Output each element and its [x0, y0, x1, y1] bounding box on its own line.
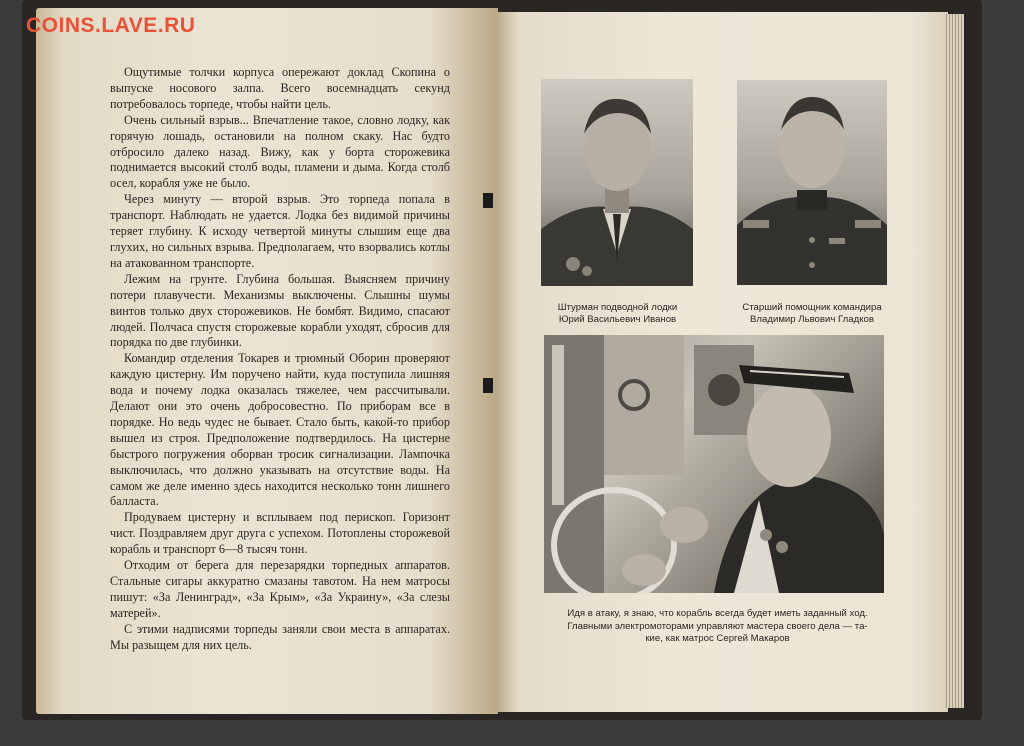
portrait-photo-gladkov: [737, 80, 887, 285]
portrait-image: [737, 80, 887, 285]
caption-line: кие, как матрос Сергей Макаров: [645, 633, 790, 645]
paragraph: Очень сильный взрыв... Впечатление такое, словно лодку, как горячую лошадь, остановили на полном скаку. Нас будто отбросило далеко назад. Вижу, как у борта сторожевика поднимается высокий столб воды, пламени и дыма. Когда столб осел, корабля уже не было.: [110, 112, 450, 191]
paragraph: Лежим на грунте. Глубина большая. Выясняем причину потери плавучести. Механизмы выключены. Слышны шумы винтов только двух сторожевиков. Не бомбят. Видимо, спасают людей. Полчаса спустя сторожевые корабли уходят, сбросив для порядка по две глубинки.: [110, 271, 450, 350]
paragraph: Отходим от берега для перезарядки торпедных аппаратов. Стальные сигары аккуратно смазаны тавотом. На нем матросы пишут: «За Ленинград», «За Крым», «За Украину», «За слезы матерей».: [110, 558, 450, 620]
sailor-image: [544, 335, 884, 593]
caption-line: Идя в атаку, я знаю, что корабль всегда будет иметь заданный ход.: [567, 608, 868, 619]
binding-tab: [483, 378, 493, 393]
paragraph: Через минуту — второй взрыв. Это торпеда попала в транспорт. Наблюдать не удается. Лодка без видимой причины теряет глубину. К исходу четвертой минуты слышим еще два глухих, но сильных взрыва. Предполагаем, что взорвались котлы на атакованном транспорте.: [110, 192, 450, 270]
caption-line: Главными электромоторами управляют мастера своего дела — та-: [567, 620, 868, 632]
body-text: [110, 65, 450, 654]
binding-tab: [483, 193, 493, 208]
caption-makarov: [540, 608, 895, 646]
paragraph: С этими надписями торпеды заняли свои места в аппаратах. Мы разыщем для них цель.: [110, 621, 450, 652]
portrait-image: [541, 79, 693, 286]
sailor-photo: [544, 335, 884, 593]
caption-line: Штурман подводной лодки: [557, 302, 678, 313]
watermark-logo: COINS.LAVE.RU: [26, 14, 196, 37]
caption-line: Юрий Васильевич Иванов: [558, 314, 677, 325]
paragraph: Ощутимые толчки корпуса опережают доклад Скопина о выпуске носового залпа. Всего восемнадцать секунд потребовалось торпеде, чтобы найти цель.: [110, 65, 450, 111]
caption-gladkov: [727, 302, 897, 326]
paragraph: Командир отделения Токарев и трюмный Оборин проверяют каждую цистерну. Им поручено найти, куда поступила лишняя вода и почему лодка оказалась тяжелее, чем рассчитывали. Делают они это очень добросовестно. По приборам все в порядке. Но ведь чудес не бывает. Стало быть, какой-то прибор вышел из строя. Предположение подтвердилось. На цистерне быстрого погружения оборван тросик сигнализации. Лампочка выключилась, что должно указывать на отсутствие воды. На самом же деле именно здесь находится несколько тонн лишнего балласта.: [110, 351, 450, 509]
caption-line: Владимир Львович Гладков: [750, 314, 874, 325]
portrait-photo-ivanov: [541, 79, 693, 286]
caption-line: Старший помощник командира: [742, 302, 882, 313]
page-edges: [944, 14, 964, 708]
paragraph: Продуваем цистерну и всплываем под перископ. Горизонт чист. Поздравляем друг друга с успехом. Потоплены сторожевой корабль и транспорт 6—8 тысяч тонн.: [110, 510, 450, 557]
caption-ivanov: [535, 302, 700, 326]
